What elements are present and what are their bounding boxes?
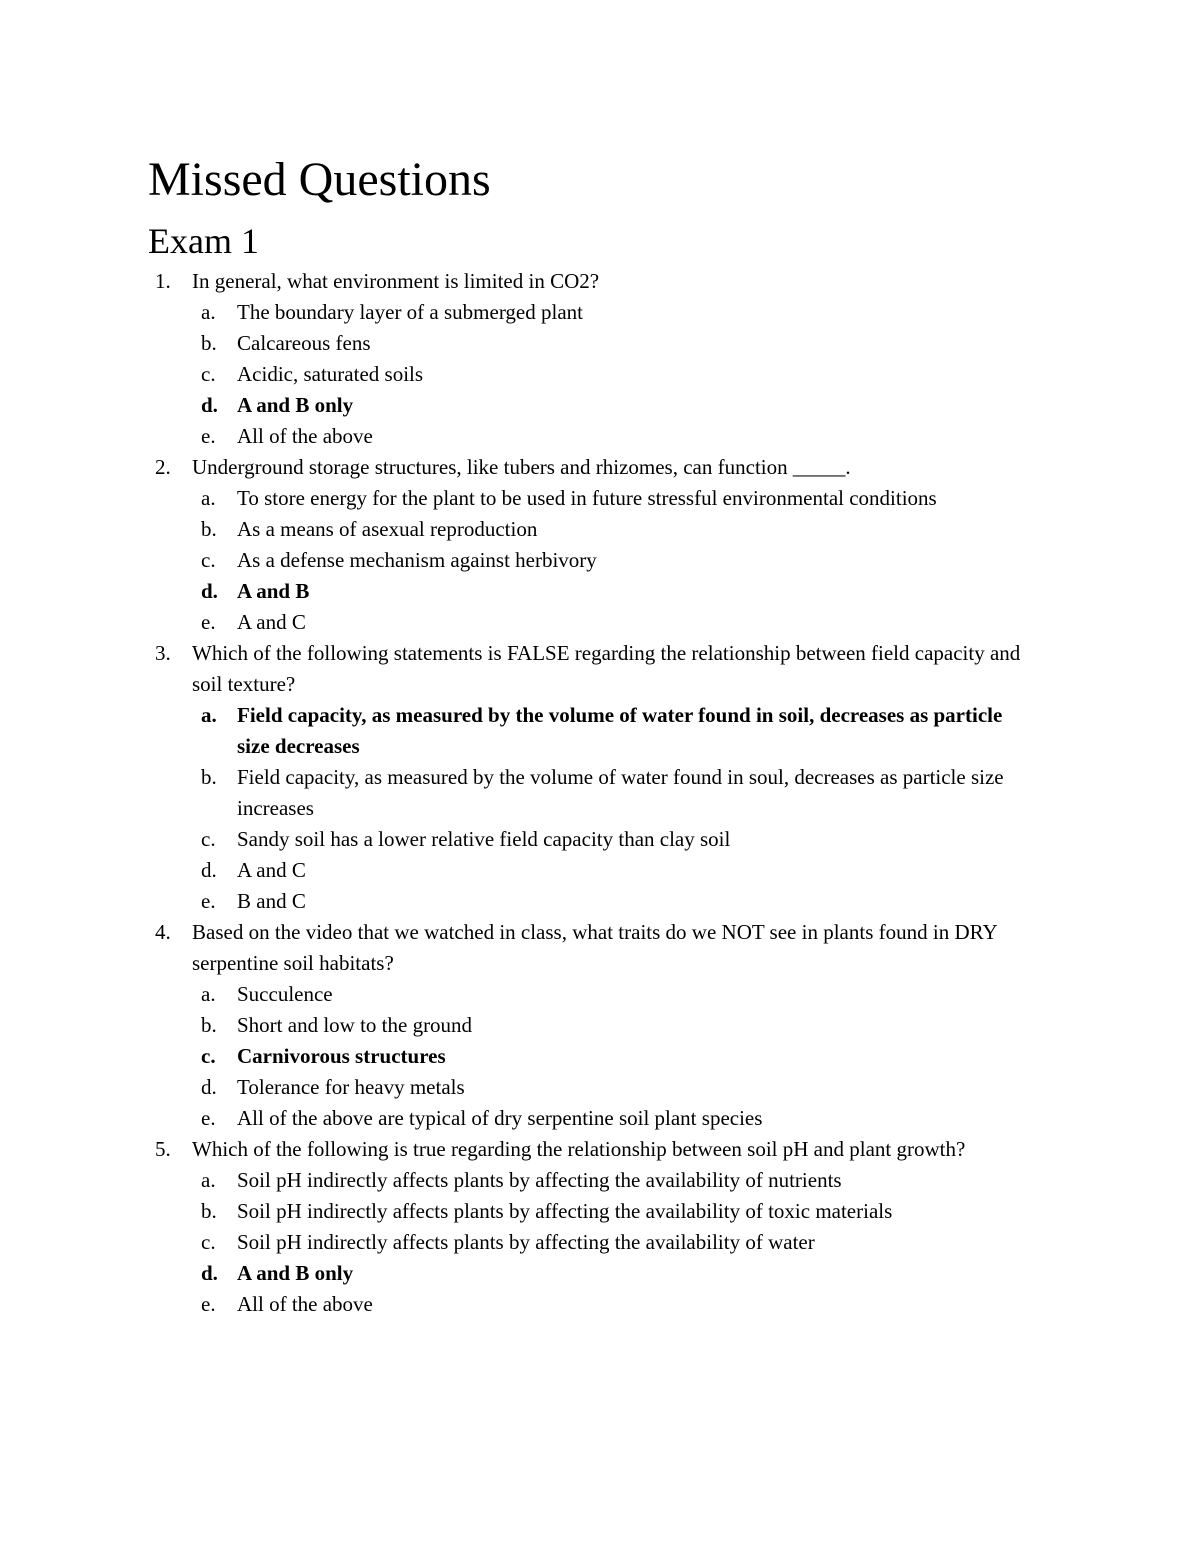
option-text: Sandy soil has a lower relative field capacity than clay soil [237,827,731,851]
option-list [0,979,1200,1134]
question-text: Based on the video that we watched in class, what traits do we NOT see in plants found in DRY serpentine soil habitats? [192,920,997,975]
option-text: Carnivorous structures [237,1044,446,1068]
option-text: As a means of asexual reproduction [237,517,538,541]
option-letter: e. [201,1292,216,1316]
answer-option-correct [0,1041,1037,1072]
option-text: To store energy for the plant to be used in future stressful environmental conditions [237,486,937,510]
option-letter: b. [201,765,217,789]
answer-option-correct [0,1258,1037,1289]
option-text: A and C [237,858,306,882]
option-text: Calcareous fens [237,331,371,355]
option-letter: a. [201,300,216,324]
option-text: All of the above [237,1292,373,1316]
option-text: Field capacity, as measured by the volume of water found in soul, decreases as particle size increases [237,765,1004,820]
option-letter: c. [201,548,216,572]
option-letter: d. [201,579,218,603]
answer-option [0,1103,1037,1134]
question-text: Which of the following statements is FALSE regarding the relationship between field capacity and soil texture? [192,641,1021,696]
option-list [0,1165,1200,1320]
option-letter: a. [201,1168,216,1192]
answer-option [0,1227,1037,1258]
question-list [0,266,1200,1320]
option-text: Tolerance for heavy metals [237,1075,465,1099]
answer-option [0,359,1037,390]
answer-option-correct [0,576,1037,607]
option-text: B and C [237,889,306,913]
question-text: Which of the following is true regarding the relationship between soil pH and plant growth? [192,1137,966,1161]
option-list [0,483,1200,638]
option-text: Soil pH indirectly affects plants by affecting the availability of toxic materials [237,1199,893,1223]
option-letter: e. [201,424,216,448]
question-text: In general, what environment is limited in CO2? [192,269,600,293]
answer-option-correct [0,390,1037,421]
answer-option [0,297,1037,328]
option-letter: e. [201,1106,216,1130]
option-letter: d. [201,393,218,417]
option-text: Soil pH indirectly affects plants by affecting the availability of nutrients [237,1168,842,1192]
question-number: 4. [155,920,171,944]
option-text: All of the above are typical of dry serpentine soil plant species [237,1106,763,1130]
option-letter: c. [201,1044,216,1068]
option-letter: a. [201,486,216,510]
option-text: Field capacity, as measured by the volume of water found in soil, decreases as particle size decreases [237,703,1003,758]
option-letter: b. [201,331,217,355]
option-letter: a. [201,703,217,727]
question-stem [0,452,1052,483]
answer-option [0,1196,1037,1227]
question-item [0,266,1200,452]
option-letter: e. [201,610,216,634]
question-number: 5. [155,1137,171,1161]
option-text: Short and low to the ground [237,1013,473,1037]
question-item [0,638,1200,917]
option-letter: d. [201,1075,217,1099]
option-text: A and B only [237,1261,354,1285]
page-title: Missed Questions [148,153,491,206]
question-item [0,917,1200,1134]
answer-option [0,421,1037,452]
answer-option [0,979,1037,1010]
answer-option [0,545,1037,576]
option-letter: a. [201,982,216,1006]
section-heading: Exam 1 [148,221,259,261]
question-number: 1. [155,269,171,293]
question-stem [0,917,1052,979]
option-text: All of the above [237,424,373,448]
question-item [0,452,1200,638]
question-text: Underground storage structures, like tubers and rhizomes, can function _____. [192,455,851,479]
option-text: A and C [237,610,306,634]
option-list [0,700,1200,917]
answer-option [0,824,1037,855]
answer-option-correct [0,700,1037,762]
answer-option [0,1165,1037,1196]
answer-option [0,483,1037,514]
option-letter: b. [201,1199,217,1223]
option-letter: d. [201,1261,218,1285]
option-letter: b. [201,1013,217,1037]
option-letter: b. [201,517,217,541]
option-text: The boundary layer of a submerged plant [237,300,583,324]
option-letter: e. [201,889,216,913]
option-text: Soil pH indirectly affects plants by affecting the availability of water [237,1230,815,1254]
option-letter: c. [201,827,216,851]
option-letter: c. [201,1230,216,1254]
question-stem [0,638,1052,700]
question-number: 3. [155,641,171,665]
answer-option [0,886,1037,917]
option-letter: c. [201,362,216,386]
option-text: Acidic, saturated soils [237,362,424,386]
answer-option [0,607,1037,638]
answer-option [0,1289,1037,1320]
question-number: 2. [155,455,171,479]
answer-option [0,1010,1037,1041]
option-list [0,297,1200,452]
answer-option [0,855,1037,886]
option-text: A and B only [237,393,354,417]
option-text: A and B [237,579,310,603]
question-stem [0,1134,1052,1165]
option-text: As a defense mechanism against herbivory [237,548,597,572]
answer-option [0,762,1037,824]
option-text: Succulence [237,982,333,1006]
answer-option [0,328,1037,359]
question-item [0,1134,1200,1320]
answer-option [0,514,1037,545]
question-stem [0,266,1052,297]
answer-option [0,1072,1037,1103]
option-letter: d. [201,858,217,882]
